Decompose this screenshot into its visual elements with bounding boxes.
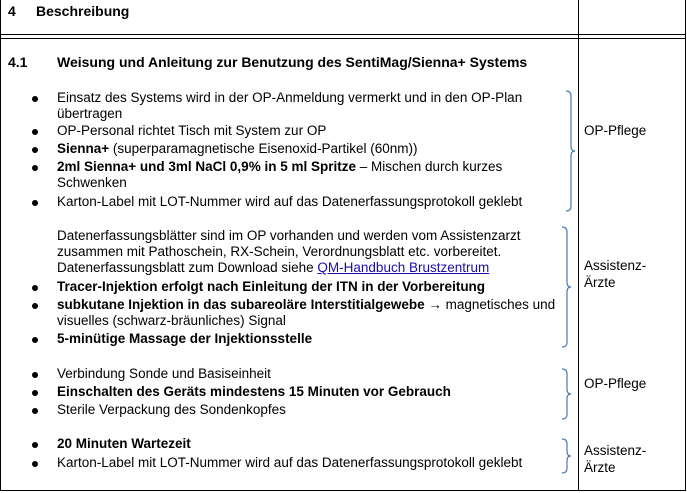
list-item-bold: Tracer-Injektion erfolgt nach Einleitung der ITN in der Vorbereitung: [57, 279, 486, 294]
list-item-text: Sterile Verpackung des Sondenkopfes: [57, 402, 286, 417]
role-assistenz-line2: Ärzte: [584, 275, 616, 290]
brace-icon: [565, 90, 577, 212]
list-item-text: Karton-Label mit LOT-Nummer wird auf das Datenerfassungsprotokoll geklebt: [57, 194, 523, 209]
list-item: [57, 123, 575, 139]
bullet-icon: [32, 147, 38, 153]
row-divider: [0, 34, 686, 35]
list-item: [57, 366, 575, 382]
qm-handbuch-link[interactable]: QM-Handbuch Brustzentrum: [317, 260, 490, 275]
bullet-icon: [32, 337, 38, 343]
bullet-icon: [32, 408, 38, 414]
bullet-icon: [32, 372, 38, 378]
row-divider-double: [0, 38, 686, 39]
list-item: [57, 455, 575, 471]
list-item-bold: 2ml Sienna+ und 3ml NaCl 0,9% in 5 ml Spritze: [57, 159, 356, 174]
list-item-bold: Sienna+: [57, 141, 110, 156]
role-op-pflege: OP-Pflege: [584, 376, 647, 391]
list-item: [57, 297, 572, 329]
list-item: [57, 141, 575, 157]
bullet-icon: [32, 442, 38, 448]
section-4-title: Beschreibung: [36, 3, 130, 19]
role-assistenz-line2: Ärzte: [584, 460, 616, 475]
list-item: [57, 402, 575, 418]
section-4-1-title: Weisung und Anleitung zur Benutzung des SentiMag/Sienna+ Systems: [57, 54, 528, 70]
arrow-icon: →: [428, 297, 442, 312]
list-item: [57, 436, 575, 452]
list-item-text: (superparamagnetische Eisenoxid-Partikel (60nm)): [109, 141, 418, 156]
bullet-icon: [32, 165, 38, 171]
list-item: [57, 90, 575, 122]
list-item-bold: subkutane Injektion in das subareoläre Interstitialgewebe: [57, 297, 425, 312]
section-4-number: 4: [8, 3, 16, 19]
bullet-icon: [32, 303, 38, 309]
list-item-text: Karton-Label mit LOT-Nummer wird auf das Datenerfassungsprotokoll geklebt: [57, 455, 523, 470]
column-divider: [578, 0, 579, 491]
list-item: [57, 384, 575, 400]
brace-icon: [561, 368, 573, 420]
bullet-icon: [32, 390, 38, 396]
list-item-text: magnetisches und visuelles (schwarz-bräunliches) Signal: [57, 297, 556, 328]
role-assistenz-line1: Assistenz-: [584, 258, 647, 273]
list-item: [57, 279, 575, 295]
info-paragraph: [57, 228, 569, 276]
list-item-bold: 5-minütige Massage der Injektionsstelle: [57, 331, 313, 346]
list-item: [57, 194, 575, 210]
bullet-icon: [32, 129, 38, 135]
brace-icon: [561, 438, 573, 474]
list-item-bold: Einschalten des Geräts mindestens 15 Minuten vor Gebrauch: [57, 384, 451, 399]
bullet-icon: [32, 285, 38, 291]
paragraph-text: Datenerfassungsblätter sind im OP vorhanden und werden vom Assistenzarzt zusammen mit Pathoschein, RX-Schein, Verordnungsblatt etc. vorbereitet. Datenerfassungsblatt zum Download siehe: [57, 228, 521, 275]
list-item-bold: 20 Minuten Wartezeit: [57, 436, 191, 451]
bullet-icon: [32, 461, 38, 467]
list-item: [57, 331, 575, 347]
role-op-pflege: OP-Pflege: [584, 123, 647, 138]
list-item: [57, 159, 557, 191]
list-item-text: OP-Personal richtet Tisch mit System zur OP: [57, 123, 327, 138]
list-item-text: – Mischen durch kurzes Schwenken: [57, 159, 503, 190]
brace-icon: [561, 226, 573, 348]
list-item-text: Einsatz des Systems wird in der OP-Anmeldung vermerkt und in den OP-Plan übertragen: [57, 90, 523, 121]
role-assistenz-line1: Assistenz-: [584, 443, 647, 458]
list-item-text: Verbindung Sonde und Basiseinheit: [57, 366, 271, 381]
section-4-1-number: 4.1: [8, 54, 28, 70]
bullet-icon: [32, 96, 38, 102]
bullet-icon: [32, 200, 38, 206]
